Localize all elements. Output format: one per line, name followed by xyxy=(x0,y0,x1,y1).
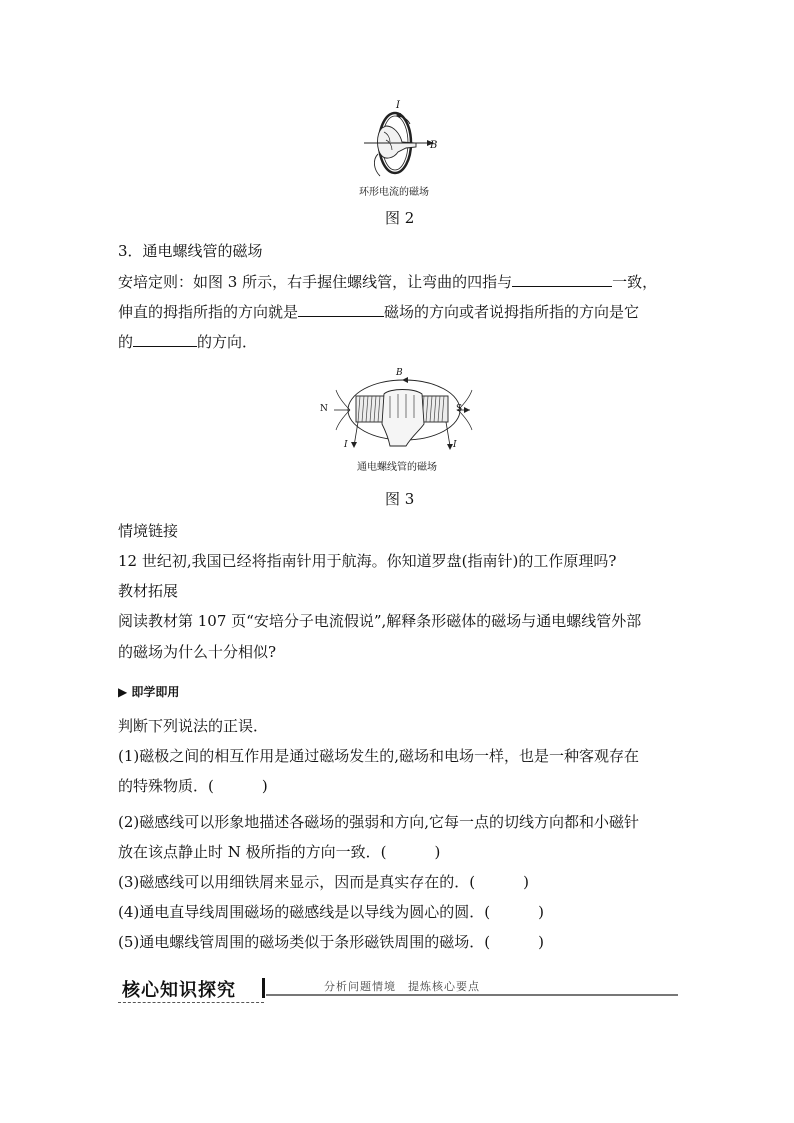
label-current-I: I xyxy=(396,100,400,111)
ampere-rule-text-2a: 伸直的拇指所指的方向就是 xyxy=(118,303,299,321)
blank-3[interactable] xyxy=(133,332,197,347)
label-current-I-right: I xyxy=(453,440,457,450)
figure-2-label: 图 2 xyxy=(385,209,415,227)
practice-heading: 即学即用 xyxy=(131,685,180,699)
blank-1[interactable] xyxy=(512,272,612,287)
question-2-text: 放在该点静止时 N 极所指的方向一致．( xyxy=(118,843,387,861)
label-current-I-left: I xyxy=(344,440,348,450)
figure-3-caption: 通电螺线管的磁场 xyxy=(357,462,437,473)
extension-text-2: 的磁场为什么十分相似? xyxy=(118,643,277,661)
banner-dashed-underline xyxy=(118,1002,264,1003)
banner-title: 核心知识探究 xyxy=(122,980,236,1001)
question-4 xyxy=(118,902,544,922)
question-5-text: (5)通电螺线管周围的磁场类似于条形磁铁周围的磁场．( xyxy=(118,933,491,951)
figure-3 xyxy=(320,366,478,456)
ampere-rule-text-1a: 安培定则：如图 3 所示，右手握住螺线管，让弯曲的四指与 xyxy=(118,273,513,291)
play-icon: ▶ xyxy=(118,685,128,699)
answer-close-1: ) xyxy=(261,777,268,795)
figure-2 xyxy=(350,98,450,180)
label-south-S: S xyxy=(456,404,463,414)
answer-close-4: ) xyxy=(538,903,544,921)
label-field-B: B xyxy=(430,140,438,151)
ampere-rule-line-3 xyxy=(118,332,257,352)
context-heading: 情境链接 xyxy=(118,522,179,540)
question-3 xyxy=(118,872,529,892)
banner-subtitle: 分析问题情境 提炼核心要点 xyxy=(324,980,480,993)
question-4-text: (4)通电直导线周围磁场的磁感线是以导线为圆心的圆．( xyxy=(118,903,491,921)
section-banner xyxy=(118,976,678,1006)
question-1-text: 的特殊物质．( xyxy=(118,777,214,795)
context-text: 12 世纪初,我国已经将指南针用于航海。你知道罗盘(指南针)的工作原理吗? xyxy=(118,552,617,570)
ring-current-illustration xyxy=(350,98,450,180)
ampere-rule-line-2 xyxy=(118,302,639,322)
ampere-rule-text-2b: 磁场的方向或者说拇指所指的方向是它 xyxy=(384,303,640,321)
practice-intro: 判断下列说法的正误． xyxy=(118,717,269,735)
answer-close-3: ) xyxy=(523,873,529,891)
ampere-rule-text-1b: 一致， xyxy=(612,273,658,291)
ampere-rule-line-1 xyxy=(118,272,657,292)
practice-heading-row xyxy=(118,682,179,702)
extension-text-1: 阅读教材第 107 页“安培分子电流假说”,解释条形磁体的磁场与通电螺线管外部 xyxy=(118,612,642,630)
answer-close-5: ) xyxy=(538,933,544,951)
ampere-rule-text-3b: 的方向． xyxy=(197,333,258,351)
figure-3-label: 图 3 xyxy=(385,490,415,508)
ampere-rule-text-3a: 的 xyxy=(118,333,134,351)
question-3-text: (3)磁感线可以用细铁屑来显示，因而是真实存在的．( xyxy=(118,873,476,891)
label-north-N: N xyxy=(320,404,328,414)
banner-title-bar xyxy=(262,978,265,998)
question-2-line-1: (2)磁感线可以形象地描述各磁场的强弱和方向,它每一点的切线方向都和小磁针 xyxy=(118,813,640,831)
label-field-B: B xyxy=(396,368,403,378)
extension-heading: 教材拓展 xyxy=(118,582,179,600)
answer-close-2: ) xyxy=(434,843,441,861)
banner-rule xyxy=(266,994,678,996)
blank-2[interactable] xyxy=(298,302,384,317)
figure-2-caption: 环形电流的磁场 xyxy=(359,187,429,198)
question-5 xyxy=(118,932,544,952)
question-1-line-1: (1)磁极之间的相互作用是通过磁场发生的,磁场和电场一样，也是一种客观存在 xyxy=(118,747,640,765)
section-3-heading: 3．通电螺线管的磁场 xyxy=(118,242,263,260)
question-2-line-2 xyxy=(118,842,440,862)
question-1-line-2 xyxy=(118,776,268,796)
